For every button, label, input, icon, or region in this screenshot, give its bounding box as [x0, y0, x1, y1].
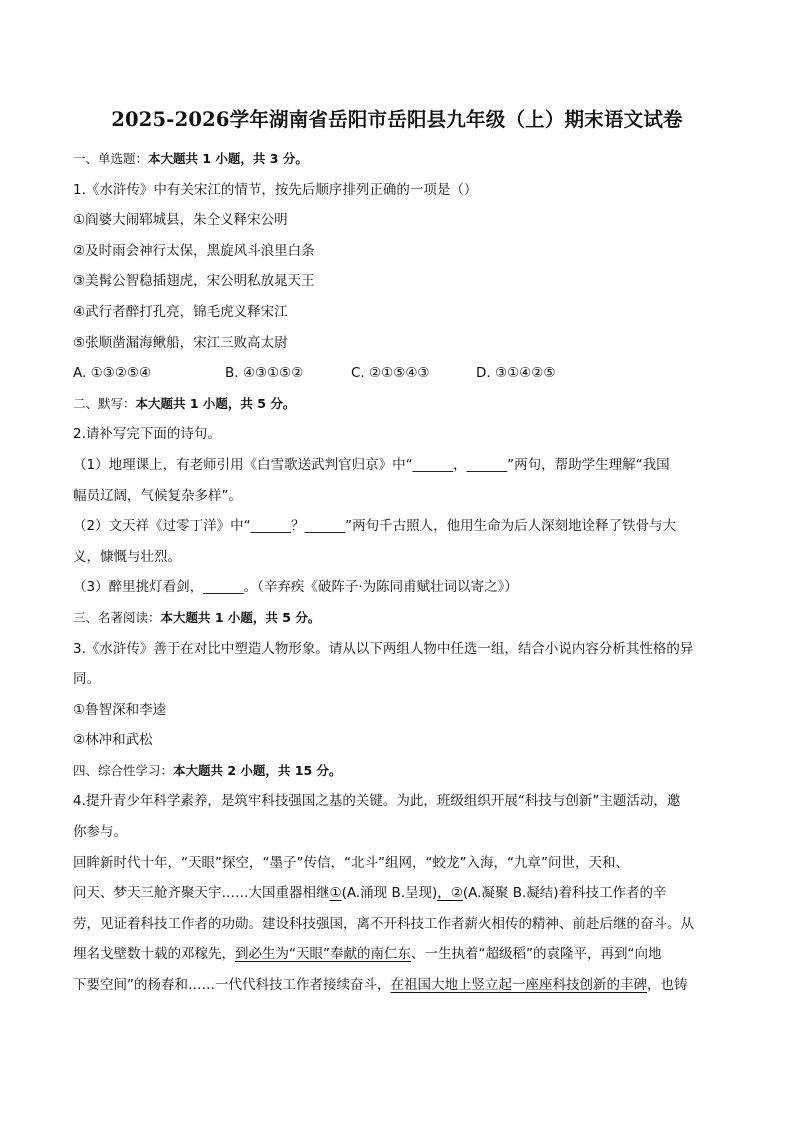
q1-item: ①阎婆大闹郓城县，朱仝义释宋公明 — [73, 212, 288, 229]
q2-part-3: （3）醉里挑灯看剑，______。（辛弃疾《破阵子·为陈同甫赋壮词以寄之》） — [73, 579, 518, 596]
underlined-text: 在祖国大地上竖立起一座座科技创新的丰碑 — [390, 977, 647, 994]
q1-item: ④武行者醉打孔亮，锦毛虎义释宋江 — [73, 303, 288, 320]
question-4-stem: 4.提升青少年科学素养，是筑牢科技强国之基的关键。为此，班级组织开展“科技与创新”主题活动，邀 — [73, 793, 681, 810]
option-b: B. ④③①⑤② — [225, 365, 304, 382]
q3-item: ①鲁智深和李逵 — [73, 701, 167, 718]
passage-line: 回眸新时代十年，“天眼”探空，“墨子”传信，“北斗”组网，“蛟龙”入海，“九章”问世，天和、 — [73, 854, 629, 871]
q1-options — [73, 358, 723, 389]
exam-content — [73, 144, 723, 1001]
section-heading-4 — [73, 756, 723, 787]
option-d: D. ③①④②⑤ — [476, 365, 556, 382]
option-c: C. ②①⑤④③ — [351, 365, 430, 382]
section-name: 三、名著阅读： — [73, 609, 161, 625]
passage-text: (A.凝聚 B.凝结)着科技工作者的辛 — [462, 885, 667, 902]
underlined-text: 到必生为“天眼”奉献的南仁东 — [235, 946, 411, 963]
section-detail: 本大题共 2 小题，共 15 分。 — [173, 762, 342, 778]
q3-item: ②林冲和武松 — [73, 732, 153, 749]
section-heading-1 — [73, 144, 723, 175]
passage-text: 问天、梦天三舱齐聚天宇……大国重器相继 — [73, 885, 330, 902]
q2-part-1-cont: 幅员辽阔，气候复杂多样”。 — [73, 487, 242, 504]
blank-marker: ① — [329, 885, 342, 902]
section-detail: 本大题共 1 小题，共 3 分。 — [148, 151, 308, 166]
section-detail: 本大题共 1 小题，共 5 分。 — [135, 395, 296, 411]
question-3-stem: 3.《水浒传》善于在对比中塑造人物形象。请从以下两组人物中任选一组，结合小说内容分析其性格的异 — [73, 640, 694, 657]
q2-part-2-cont: 义，慷慨与壮烈。 — [73, 548, 181, 565]
passage-text: (A.涌现 B.呈现) — [341, 885, 438, 902]
section-detail: 本大题共 1 小题，共 5 分。 — [160, 609, 321, 625]
option-a: A. ①③②⑤④ — [73, 365, 152, 382]
passage-text: 、一生执着“超级稻”的袁隆平，再到“向地 — [411, 946, 662, 963]
section-heading-2 — [73, 389, 723, 420]
passage-text: 下要空间”的杨春和……一代代科技工作者接续奋斗， — [73, 977, 391, 994]
q1-item: ⑤张顺凿漏海鳅船，宋江三败高太尉 — [73, 334, 288, 351]
section-name: 二、默写： — [73, 395, 136, 411]
question-1-stem: 1.《水浒传》中有关宋江的情节，按先后顺序排列正确的一项是（） — [73, 181, 478, 198]
passage-text: 埋名戈壁数十载的邓稼先， — [73, 946, 235, 963]
passage-text: ，也铸 — [647, 977, 688, 994]
question-2-stem: 2.请补写完下面的诗句。 — [73, 426, 221, 443]
q2-part-2: （2）文天祥《过零丁洋》中“______？______”两句千古照人，他用生命为后人深刻地诠释了铁骨与大 — [73, 518, 677, 535]
q2-part-1: （1）地理课上，有老师引用《白雪歌送武判官归京》中“______，______”两句，帮助学生理解“我国 — [73, 456, 670, 473]
exam-title: 2025-2026学年湖南省岳阳市岳阳县九年级（上）期末语文试卷 — [111, 108, 683, 131]
section-name: 一、单选题： — [73, 151, 149, 166]
passage-line — [73, 970, 723, 1001]
passage-line — [73, 939, 723, 970]
section-name: 四、综合性学习： — [73, 762, 174, 778]
question-3-stem-cont: 同。 — [73, 671, 100, 688]
passage-line: 劳，见证着科技工作者的功勋。建设科技强国，离不开科技工作者薪火相传的精神、前赴后继的奋斗。从 — [73, 915, 694, 932]
q1-item: ③美髯公智稳插翅虎，宋公明私放晁天王 — [73, 273, 315, 290]
q1-item: ②及时雨会神行太保，黑旋风斗浪里白条 — [73, 242, 315, 259]
section-heading-3 — [73, 603, 723, 634]
blank-marker: ，② — [437, 885, 463, 902]
passage-line — [73, 878, 723, 909]
question-4-stem-cont: 你参与。 — [73, 824, 127, 841]
